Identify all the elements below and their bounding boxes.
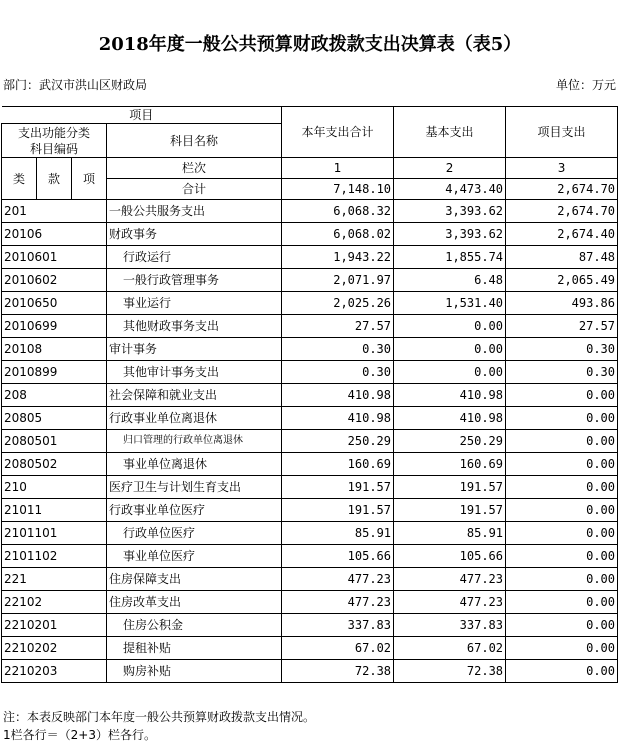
row-total: 85.91: [282, 522, 394, 545]
row-code: 2010699: [2, 315, 107, 338]
row-project: 0.00: [506, 614, 618, 637]
row-name: 购房补贴: [107, 660, 282, 683]
header-project: 项目支出: [506, 107, 618, 158]
header-code-group-line1: 支出功能分类: [17, 125, 90, 140]
row-project: 0.00: [506, 407, 618, 430]
row-name: 一般公共服务支出: [107, 200, 282, 223]
row-basic: 0.00: [394, 315, 506, 338]
table-row: [2, 384, 618, 407]
table-row: [2, 476, 618, 499]
header-name: 科目名称: [107, 124, 282, 158]
row-project: 0.00: [506, 568, 618, 591]
row-code: 2210202: [2, 637, 107, 660]
row-name: 其他财政事务支出: [107, 315, 282, 338]
row-basic: 67.02: [394, 637, 506, 660]
row-project: 0.30: [506, 338, 618, 361]
row-code: 22102: [2, 591, 107, 614]
header-col1: 1: [282, 158, 394, 179]
table-row: [2, 637, 618, 660]
row-name: 住房改革支出: [107, 591, 282, 614]
table-row: [2, 407, 618, 430]
row-basic: 160.69: [394, 453, 506, 476]
row-project: 0.00: [506, 545, 618, 568]
row-basic: 410.98: [394, 384, 506, 407]
row-total: 477.23: [282, 591, 394, 614]
row-name: 事业运行: [107, 292, 282, 315]
row-project: 2,065.49: [506, 269, 618, 292]
table-row: [2, 453, 618, 476]
row-name: 财政事务: [107, 223, 282, 246]
row-code: 201: [2, 200, 107, 223]
row-name: 住房公积金: [107, 614, 282, 637]
row-project: 87.48: [506, 246, 618, 269]
expenditure-table: [1, 106, 618, 683]
row-name: 事业单位离退休: [107, 453, 282, 476]
table-row: [2, 269, 618, 292]
note-line-1: 注：本表反映部门本年度一般公共预算财政拨款支出情况。: [3, 710, 316, 724]
row-name: 行政单位医疗: [107, 522, 282, 545]
header-xiang: 项: [72, 158, 107, 200]
table-row: [2, 246, 618, 269]
row-code: 21011: [2, 499, 107, 522]
row-project: 0.00: [506, 637, 618, 660]
row-code: 2210201: [2, 614, 107, 637]
row-project: 0.00: [506, 660, 618, 683]
row-total: 72.38: [282, 660, 394, 683]
row-basic: 477.23: [394, 568, 506, 591]
row-total: 477.23: [282, 568, 394, 591]
row-total: 0.30: [282, 361, 394, 384]
row-total: 410.98: [282, 407, 394, 430]
row-name: 归口管理的行政单位离退休: [107, 430, 282, 453]
table-row: [2, 660, 618, 683]
row-total: 27.57: [282, 315, 394, 338]
row-name: 住房保障支出: [107, 568, 282, 591]
row-name: 事业单位医疗: [107, 545, 282, 568]
row-total: 2,071.97: [282, 269, 394, 292]
row-total: 1,943.22: [282, 246, 394, 269]
header-code-group-line2: 科目编码: [29, 141, 78, 156]
row-basic: 337.83: [394, 614, 506, 637]
table-row: [2, 315, 618, 338]
row-basic: 191.57: [394, 476, 506, 499]
row-total: 250.29: [282, 430, 394, 453]
row-project: 0.00: [506, 499, 618, 522]
row-project: 2,674.70: [506, 200, 618, 223]
unit-label: 单位：万元: [555, 78, 616, 92]
row-project: 27.57: [506, 315, 618, 338]
row-total: 191.57: [282, 476, 394, 499]
header-col2: 2: [394, 158, 506, 179]
row-name: 行政事业单位离退休: [107, 407, 282, 430]
row-project: 0.30: [506, 361, 618, 384]
row-name: 其他审计事务支出: [107, 361, 282, 384]
row-total: 337.83: [282, 614, 394, 637]
row-name: 提租补贴: [107, 637, 282, 660]
header-item: 项目: [2, 107, 282, 124]
row-basic: 3,393.62: [394, 200, 506, 223]
sum-label: 合计: [107, 179, 282, 200]
row-name: 医疗卫生与计划生育支出: [107, 476, 282, 499]
sum-project: 2,674.70: [506, 179, 618, 200]
table-row: [2, 430, 618, 453]
row-name: 一般行政管理事务: [107, 269, 282, 292]
row-basic: 191.57: [394, 499, 506, 522]
row-name: 行政事业单位医疗: [107, 499, 282, 522]
row-basic: 105.66: [394, 545, 506, 568]
row-code: 20106: [2, 223, 107, 246]
row-project: 0.00: [506, 591, 618, 614]
table-row: [2, 522, 618, 545]
row-code: 2010602: [2, 269, 107, 292]
header-lei: 类: [2, 158, 37, 200]
row-code: 208: [2, 384, 107, 407]
header-kuan: 款: [37, 158, 72, 200]
row-code: 2210203: [2, 660, 107, 683]
row-basic: 0.00: [394, 338, 506, 361]
table-row: [2, 292, 618, 315]
table-row: [2, 545, 618, 568]
header-colnum-label: 栏次: [107, 158, 282, 179]
row-project: 493.86: [506, 292, 618, 315]
row-total: 191.57: [282, 499, 394, 522]
row-project: 0.00: [506, 430, 618, 453]
table-row: [2, 361, 618, 384]
department-label: 部门：武汉市洪山区财政局: [3, 78, 148, 92]
row-total: 6,068.32: [282, 200, 394, 223]
row-name: 行政运行: [107, 246, 282, 269]
row-basic: 6.48: [394, 269, 506, 292]
header-total: 本年支出合计: [282, 107, 394, 158]
row-total: 410.98: [282, 384, 394, 407]
header-basic: 基本支出: [394, 107, 506, 158]
row-code: 2101101: [2, 522, 107, 545]
row-total: 105.66: [282, 545, 394, 568]
row-code: 210: [2, 476, 107, 499]
row-project: 0.00: [506, 384, 618, 407]
header-code-group: [2, 124, 107, 158]
sum-total: 7,148.10: [282, 179, 394, 200]
row-total: 67.02: [282, 637, 394, 660]
header-row-levels: [2, 158, 618, 179]
row-code: 2010650: [2, 292, 107, 315]
row-code: 2080501: [2, 430, 107, 453]
row-code: 2101102: [2, 545, 107, 568]
header-row-item: [2, 107, 618, 124]
row-project: 0.00: [506, 453, 618, 476]
table-row: [2, 614, 618, 637]
row-code: 2010601: [2, 246, 107, 269]
row-total: 0.30: [282, 338, 394, 361]
sum-basic: 4,473.40: [394, 179, 506, 200]
table-row: [2, 223, 618, 246]
row-basic: 250.29: [394, 430, 506, 453]
table-row: [2, 568, 618, 591]
row-project: 0.00: [506, 476, 618, 499]
table-row: [2, 200, 618, 223]
row-basic: 72.38: [394, 660, 506, 683]
row-name: 审计事务: [107, 338, 282, 361]
row-code: 221: [2, 568, 107, 591]
row-basic: 3,393.62: [394, 223, 506, 246]
row-total: 2,025.26: [282, 292, 394, 315]
row-basic: 410.98: [394, 407, 506, 430]
row-basic: 0.00: [394, 361, 506, 384]
table-row: [2, 338, 618, 361]
row-code: 2080502: [2, 453, 107, 476]
row-basic: 85.91: [394, 522, 506, 545]
row-project: 0.00: [506, 522, 618, 545]
row-basic: 477.23: [394, 591, 506, 614]
table-row: [2, 499, 618, 522]
header-col3: 3: [506, 158, 618, 179]
table-row: [2, 591, 618, 614]
row-code: 2010899: [2, 361, 107, 384]
row-total: 6,068.02: [282, 223, 394, 246]
row-project: 2,674.40: [506, 223, 618, 246]
row-code: 20805: [2, 407, 107, 430]
page-title: 2018年度一般公共预算财政拨款支出决算表（表5）: [98, 34, 522, 55]
row-name: 社会保障和就业支出: [107, 384, 282, 407]
row-total: 160.69: [282, 453, 394, 476]
row-basic: 1,855.74: [394, 246, 506, 269]
row-basic: 1,531.40: [394, 292, 506, 315]
row-code: 20108: [2, 338, 107, 361]
note-line-2: 1栏各行＝（2+3）栏各行。: [3, 728, 156, 742]
